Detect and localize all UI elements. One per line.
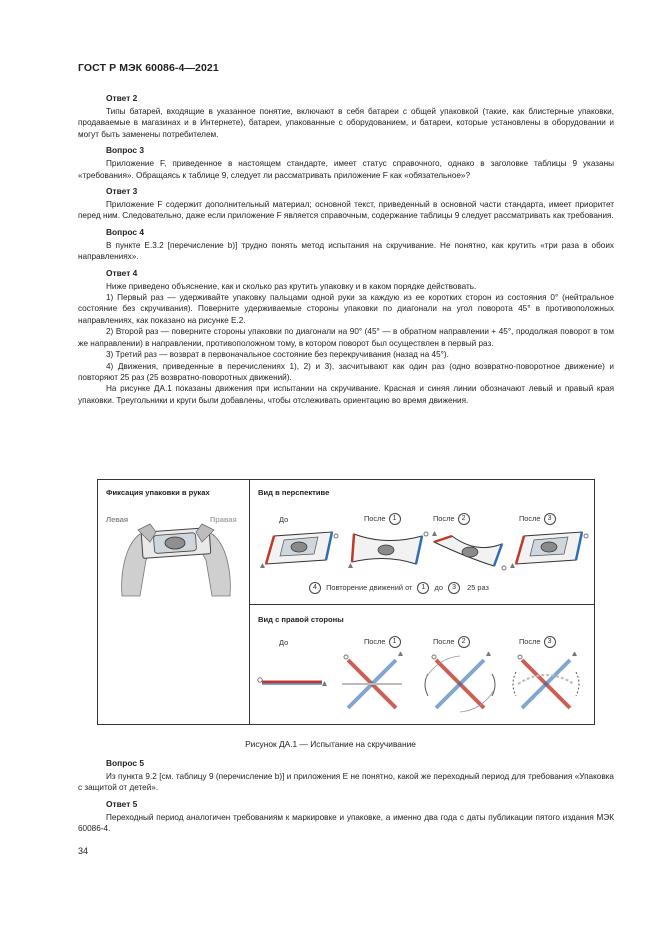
left-label: Левая: [106, 515, 129, 524]
section-heading: Вопрос 3: [106, 145, 144, 156]
text-block-top: [78, 93, 614, 406]
paragraph: 3) Третий раз — возврат в первоначальное состояние без перекручивания (назад на 45°).: [106, 350, 449, 360]
after-text: После: [364, 513, 386, 523]
side-view-title: Вид с правой стороны: [258, 615, 344, 624]
section-question-3: [78, 145, 614, 181]
text-block-bottom: [78, 758, 614, 835]
paragraph: На рисунке ДА.1 показаны движения при испытании на скручивание. Красная и синяя линии обозначают левый и правый края упаковки. Треугольники и круги были добавлены, чтобы отслеживать ориентацию во время движения.: [78, 384, 614, 405]
side-after-2-label: [433, 636, 470, 648]
side-after-1: [342, 652, 403, 708]
paragraph: Приложение F содержит дополнительный материал; основной текст, приведенный в основной части стандарта, имеет приоритет перед ним. Следовательно, даже если приложение F является справочным, содержание таблицы 9 следует рассматривать как требования.: [78, 200, 614, 221]
paragraph: Из пункта 9.2 [см. таблицу 9 (перечисление b)] и приложения Е не понятно, какой же переходный период для требования «Упаковка с защитой от детей».: [78, 772, 614, 793]
package-after-1: [348, 532, 428, 568]
step-4-badge: 4: [309, 582, 321, 594]
step-2-badge: 2: [458, 636, 470, 648]
times-text: 25 раз: [467, 582, 489, 592]
figure-divider-horizontal: [249, 604, 594, 605]
perspective-title: Вид в перспективе: [258, 488, 330, 497]
after-text: После: [433, 636, 455, 646]
before-label: До: [279, 515, 289, 524]
after-1-label: [364, 513, 401, 525]
to-text: до: [434, 582, 443, 592]
side-after-3-label: [519, 636, 556, 648]
side-after-2: [425, 652, 495, 712]
figure-divider-vertical: [249, 480, 250, 724]
right-label: Правая: [210, 515, 237, 524]
page-number: 34: [78, 846, 89, 856]
after-3-label: [519, 513, 556, 525]
section-question-4: [78, 227, 614, 263]
step-1-badge: 1: [417, 582, 429, 594]
package-after-2: [432, 531, 506, 570]
paragraph: Приложение F, приведенное в настоящем стандарте, имеет статус справочного, однако в заголовке таблицы 9 указаны «требования». Обращаясь к таблице 9, следует ли рассматривать приложение F как «обязательное»?: [78, 159, 614, 180]
repeat-text: Повторение движений от: [326, 582, 413, 592]
document-header: ГОСТ Р МЭК 60086-4—2021: [78, 62, 219, 74]
side-view-diagram: [256, 652, 592, 716]
after-text: После: [433, 513, 455, 523]
side-after-1-label: [364, 636, 401, 648]
step-1-badge: 1: [389, 636, 401, 648]
after-2-label: [433, 513, 470, 525]
hands-holding-package-illustration: [116, 516, 236, 598]
section-heading: Вопрос 4: [106, 226, 144, 237]
step-3-badge: 3: [544, 636, 556, 648]
paragraph: Ниже приведено объяснение, как и сколько раз крутить упаковку и в каком порядке действовать.: [106, 281, 477, 291]
section-heading: Ответ 4: [106, 267, 138, 278]
section-heading: Ответ 2: [106, 93, 138, 103]
step-1-badge: 1: [389, 513, 401, 525]
section-answer-2: [78, 93, 614, 140]
side-before: [258, 678, 327, 686]
after-text: После: [519, 513, 541, 523]
after-text: После: [519, 636, 541, 646]
package-after-3: [510, 532, 588, 568]
paragraph: В пункте Е.3.2 [перечисление b)] трудно понять метод испытания на скручивание. Не понятно, как крутить «три раза в обоих направлениях».: [78, 240, 614, 262]
section-question-5: [78, 758, 614, 794]
section-heading: Вопрос 5: [106, 758, 144, 768]
perspective-packages: [256, 528, 592, 572]
section-answer-5: [78, 799, 614, 835]
paragraph: Типы батарей, входящие в указанное понятие, включают в себя батареи с общей упаковкой (такие, как блистерные упаковки, продаваемые в магазинах и в Интернете), батареи, упакованные с оборудованием, и батареи, которые установлены в оборудовании и могут быть заменены потребителем.: [78, 107, 614, 139]
side-after-3: [513, 652, 579, 708]
after-text: После: [364, 636, 386, 646]
side-before-label: До: [279, 638, 289, 647]
package-before: [260, 532, 338, 568]
paragraph: 1) Первый раз — удерживайте упаковку пальцами одной руки за каждую из ее коротких сторон из состояния 0° (нейтральное состояние без скручивания). Поверните удерживаемые стороны упаковки по диагонали на угол поворота 45° в противоположных направлениях, как показано на рисунке Е.2.: [78, 293, 614, 325]
step-3-badge: 3: [544, 513, 556, 525]
paragraph: Переходный период аналогичен требованиям к маркировке и упаковке, а именно два года с даты публикации пятого издания МЭК 60086-4.: [78, 812, 614, 834]
hold-title: Фиксация упаковки в руках: [106, 488, 210, 497]
figure-twist-test: [97, 479, 595, 725]
paragraph: 2) Второй раз — поверните стороны упаковки по диагонали на 90° (45° — в обратном направлении + 45°, продолжая поворот в том же направлении) в направлении, противоположном тому, в котором поворот был осуществлен в первый раз.: [78, 327, 614, 348]
step-3-badge: 3: [448, 582, 460, 594]
section-answer-3: [78, 186, 614, 222]
section-answer-4: [78, 268, 614, 406]
section-heading: Ответ 5: [106, 798, 138, 809]
step-2-badge: 2: [458, 513, 470, 525]
figure-caption: Рисунок ДА.1 — Испытание на скручивание: [245, 739, 416, 749]
repeat-line: [309, 582, 489, 594]
section-heading: Ответ 3: [106, 186, 138, 197]
paragraph: 4) Движения, приведенные в перечислениях 1), 2) и 3), засчитывают как один раз (одно возвратно-поворотное движение) и повторяют 25 раз (25 возвратно-поворотных движений).: [78, 361, 614, 382]
